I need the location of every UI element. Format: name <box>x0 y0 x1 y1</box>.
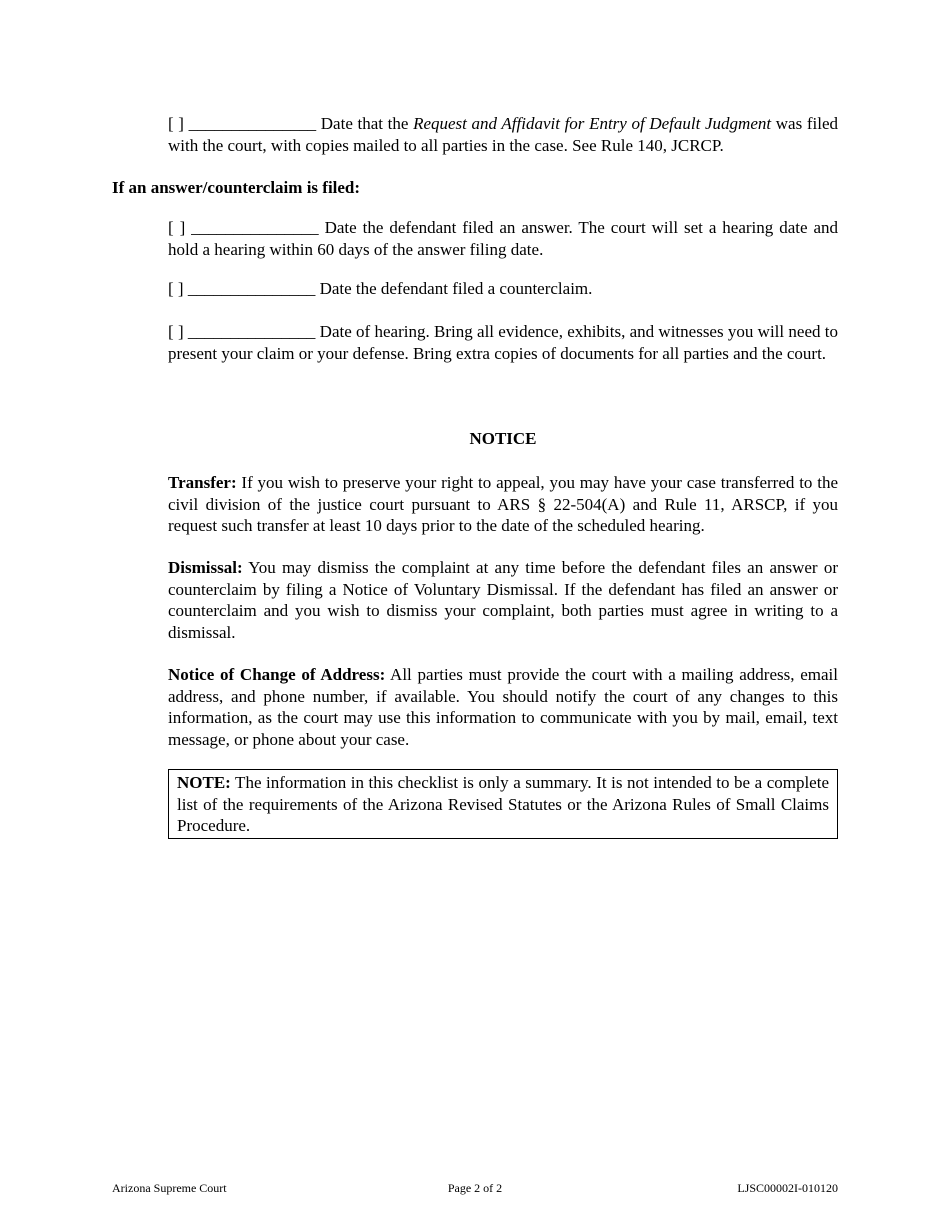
item-default-prefix: [ ] _______________ Date that the <box>168 114 414 133</box>
checklist-item-hearing-date: [ ] _______________ Date of hearing. Bring all evidence, exhibits, and witnesses you will need to present your claim or your defense. Bring extra copies of documents for all parties and the court. <box>168 322 838 363</box>
notice-dismissal-paragraph <box>168 557 838 643</box>
note-box <box>168 769 838 839</box>
transfer-text: If you wish to preserve your right to appeal, you may have your case transferred to the civil division of the justice court pursuant to ARS § 22-504(A) and Rule 11, ARSCP, if you request such transfer at least 10 days prior to the date of the scheduled hearing. <box>168 473 838 535</box>
answer-section-heading: If an answer/counterclaim is filed: <box>112 178 361 197</box>
dismissal-label: Dismissal: <box>168 558 243 577</box>
checklist-item-default-judgment-affidavit <box>168 113 838 156</box>
transfer-label: Transfer: <box>168 473 237 492</box>
item-default-suffix: was filed with the court, with copies mailed to all parties in the case. See Rule 140, JCRCP. <box>168 114 838 155</box>
footer-left: Arizona Supreme Court <box>112 1181 227 1195</box>
dismissal-text: You may dismiss the complaint at any time before the defendant files an answer or counterclaim by filing a Notice of Voluntary Dismissal. If the defendant has filed an answer or counterclaim and you wish to dismiss your complaint, both parties must agree in writing to a dismissal. <box>168 558 838 642</box>
note-label: NOTE: <box>177 773 231 792</box>
address-text: All parties must provide the court with a mailing address, email address, and phone number, if available. You should notify the court of any changes to this information, as the court may use this information to communicate with you by mail, email, text message, or phone about your case. <box>168 665 838 749</box>
notice-change-of-address-paragraph <box>168 664 838 750</box>
item-default-form-title: Request and Affidavit for Entry of Default Judgment <box>413 114 772 133</box>
notice-title: NOTICE <box>469 429 537 448</box>
note-text: The information in this checklist is only a summary. It is not intended to be a complete list of the requirements of the Arizona Revised Statutes or the Arizona Rules of Small Claims Procedure. <box>177 773 829 835</box>
footer-page-number: Page 2 of 2 <box>447 1181 503 1195</box>
address-label: Notice of Change of Address: <box>168 665 386 684</box>
checklist-item-counterclaim-filed: [ ] _______________ Date the defendant filed a counterclaim. <box>168 279 593 298</box>
notice-transfer-paragraph <box>168 472 838 537</box>
footer-form-code: LJSC00002I-010120 <box>737 1181 838 1195</box>
checklist-item-answer-filed: [ ] _______________ Date the defendant filed an answer. The court will set a hearing date and hold a hearing within 60 days of the answer filing date. <box>168 218 838 259</box>
